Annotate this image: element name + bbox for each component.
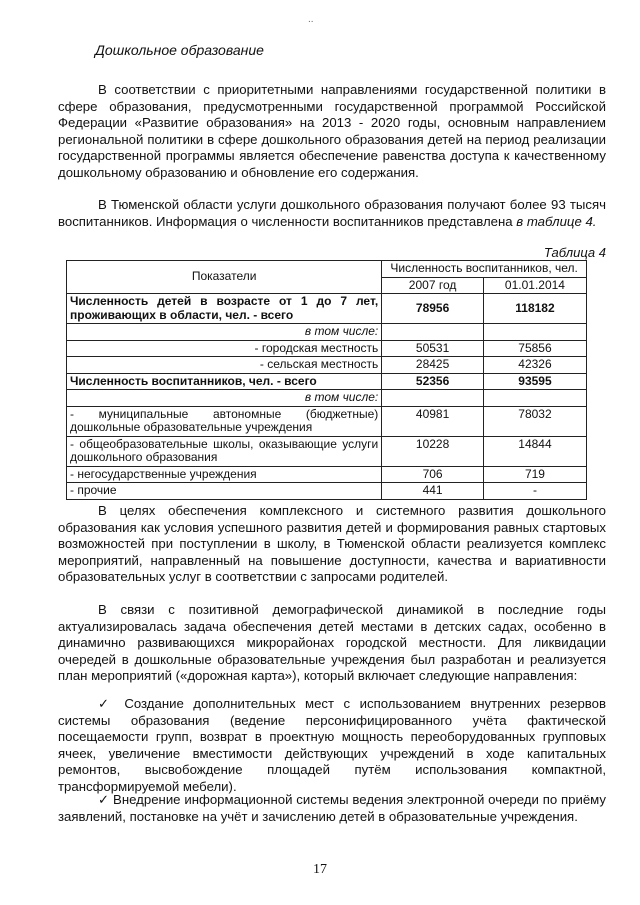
row-label: в том числе: — [67, 324, 382, 341]
row-value-2007: 441 — [382, 483, 484, 500]
row-value-2007 — [382, 324, 484, 341]
row-value-2014: 75856 — [483, 340, 586, 357]
paragraph-demography: В связи с позитивной демографической динамикой в последние годы актуализировалась задача обеспечения детей местами в детских садах, особенно в динамично развивающихся микрорайонах городской местности. Для ликвидации очередей в дошкольные образовательные учреждения был разработан и реализуется план мероприятий («дорожная карта»), который включает следующие направления: — [58, 602, 606, 683]
header-2014: 01.01.2014 — [483, 277, 586, 294]
row-value-2014: 118182 — [483, 294, 586, 324]
table-header-row — [67, 261, 587, 278]
row-label: Численность воспитанников, чел. - всего — [67, 373, 382, 390]
row-value-2007: 28425 — [382, 357, 484, 374]
top-mark: .. — [308, 14, 314, 25]
row-label: Численность детей в возрасте от 1 до 7 лет, проживающих в области, чел. - всего — [67, 294, 382, 324]
row-label: - общеобразовательные школы, оказывающие услуги дошкольного образования — [67, 436, 382, 466]
header-group: Численность воспитанников, чел. — [382, 261, 587, 278]
row-value-2014: 78032 — [483, 406, 586, 436]
paragraph-enrollment — [58, 197, 606, 230]
section-heading: Дошкольное образование — [95, 42, 264, 58]
header-indicator: Показатели — [67, 261, 382, 294]
row-value-2007: 10228 — [382, 436, 484, 466]
row-value-2007: 40981 — [382, 406, 484, 436]
row-value-2014: 14844 — [483, 436, 586, 466]
row-value-2014: - — [483, 483, 586, 500]
table-row — [67, 390, 587, 407]
paragraph-development: В целях обеспечения комплексного и системного развития дошкольного образования как условия успешного развития детей и формирования равных стартовых возможностей при поступлении в школу, в Тюменской области реализуется комплекс мероприятий, направленный на повышение доступности, качества и вариативности образовательных услуг в соответствии с запросами родителей. — [58, 503, 606, 584]
table-row — [67, 373, 587, 390]
table-row — [67, 406, 587, 436]
row-value-2014: 42326 — [483, 357, 586, 374]
row-value-2007: 50531 — [382, 340, 484, 357]
bullet-electronic-queue: ✓ Внедрение информационной системы ведения электронной очереди по приёму заявлений, постановке на учёт и зачислению детей в образовательные учреждения. — [58, 792, 606, 824]
row-label: - негосударственные учреждения — [67, 466, 382, 483]
page-number: 17 — [313, 862, 327, 877]
paragraph-enrollment-text: В Тюменской области услуги дошкольного образования получают более 93 тысяч воспитанников. Информация о численности воспитанников представлена — [58, 197, 606, 229]
row-value-2014 — [483, 390, 586, 407]
header-2007: 2007 год — [382, 277, 484, 294]
row-label: - сельская местность — [67, 357, 382, 374]
data-table — [66, 260, 587, 500]
row-value-2007: 78956 — [382, 294, 484, 324]
table-row — [67, 294, 587, 324]
row-label: в том числе: — [67, 390, 382, 407]
table-row — [67, 436, 587, 466]
row-value-2007: 706 — [382, 466, 484, 483]
table-reference: в таблице 4. — [516, 213, 597, 229]
table-row — [67, 357, 587, 374]
paragraph-policy: В соответствии с приоритетными направлениями государственной политики в сфере образования, предусмотренными государственной программой Российской Федерации «Развитие образования» на 2013 - 2020 годы, основным направлением региональной политики в сфере дошкольного образования детей на период реализации государственной программы является обеспечение равенства доступа к качественному дошкольному образованию и обновление его содержания. — [58, 82, 606, 180]
row-label: - муниципальные автономные (бюджетные) дошкольные образовательные учреждения — [67, 406, 382, 436]
table-row — [67, 340, 587, 357]
row-value-2007: 52356 — [382, 373, 484, 390]
bullet-additional-places: ✓ Создание дополнительных мест с использованием внутренних резервов системы образования (ведение персонифицированного учёта фактической посещаемости групп, возврат в проектную мощность переоборудованных групповых ячеек, увеличение вместимости действующих учреждений в ходе капитальных ремонтов, высвобождение площадей путём использования компактной, трансформируемой мебели). — [58, 696, 606, 794]
row-value-2014 — [483, 324, 586, 341]
row-value-2014: 93595 — [483, 373, 586, 390]
table-row — [67, 483, 587, 500]
table-row — [67, 324, 587, 341]
table-row — [67, 466, 587, 483]
row-label: - прочие — [67, 483, 382, 500]
row-value-2007 — [382, 390, 484, 407]
table-title: Таблица 4 — [543, 245, 606, 260]
row-label: - городская местность — [67, 340, 382, 357]
row-value-2014: 719 — [483, 466, 586, 483]
